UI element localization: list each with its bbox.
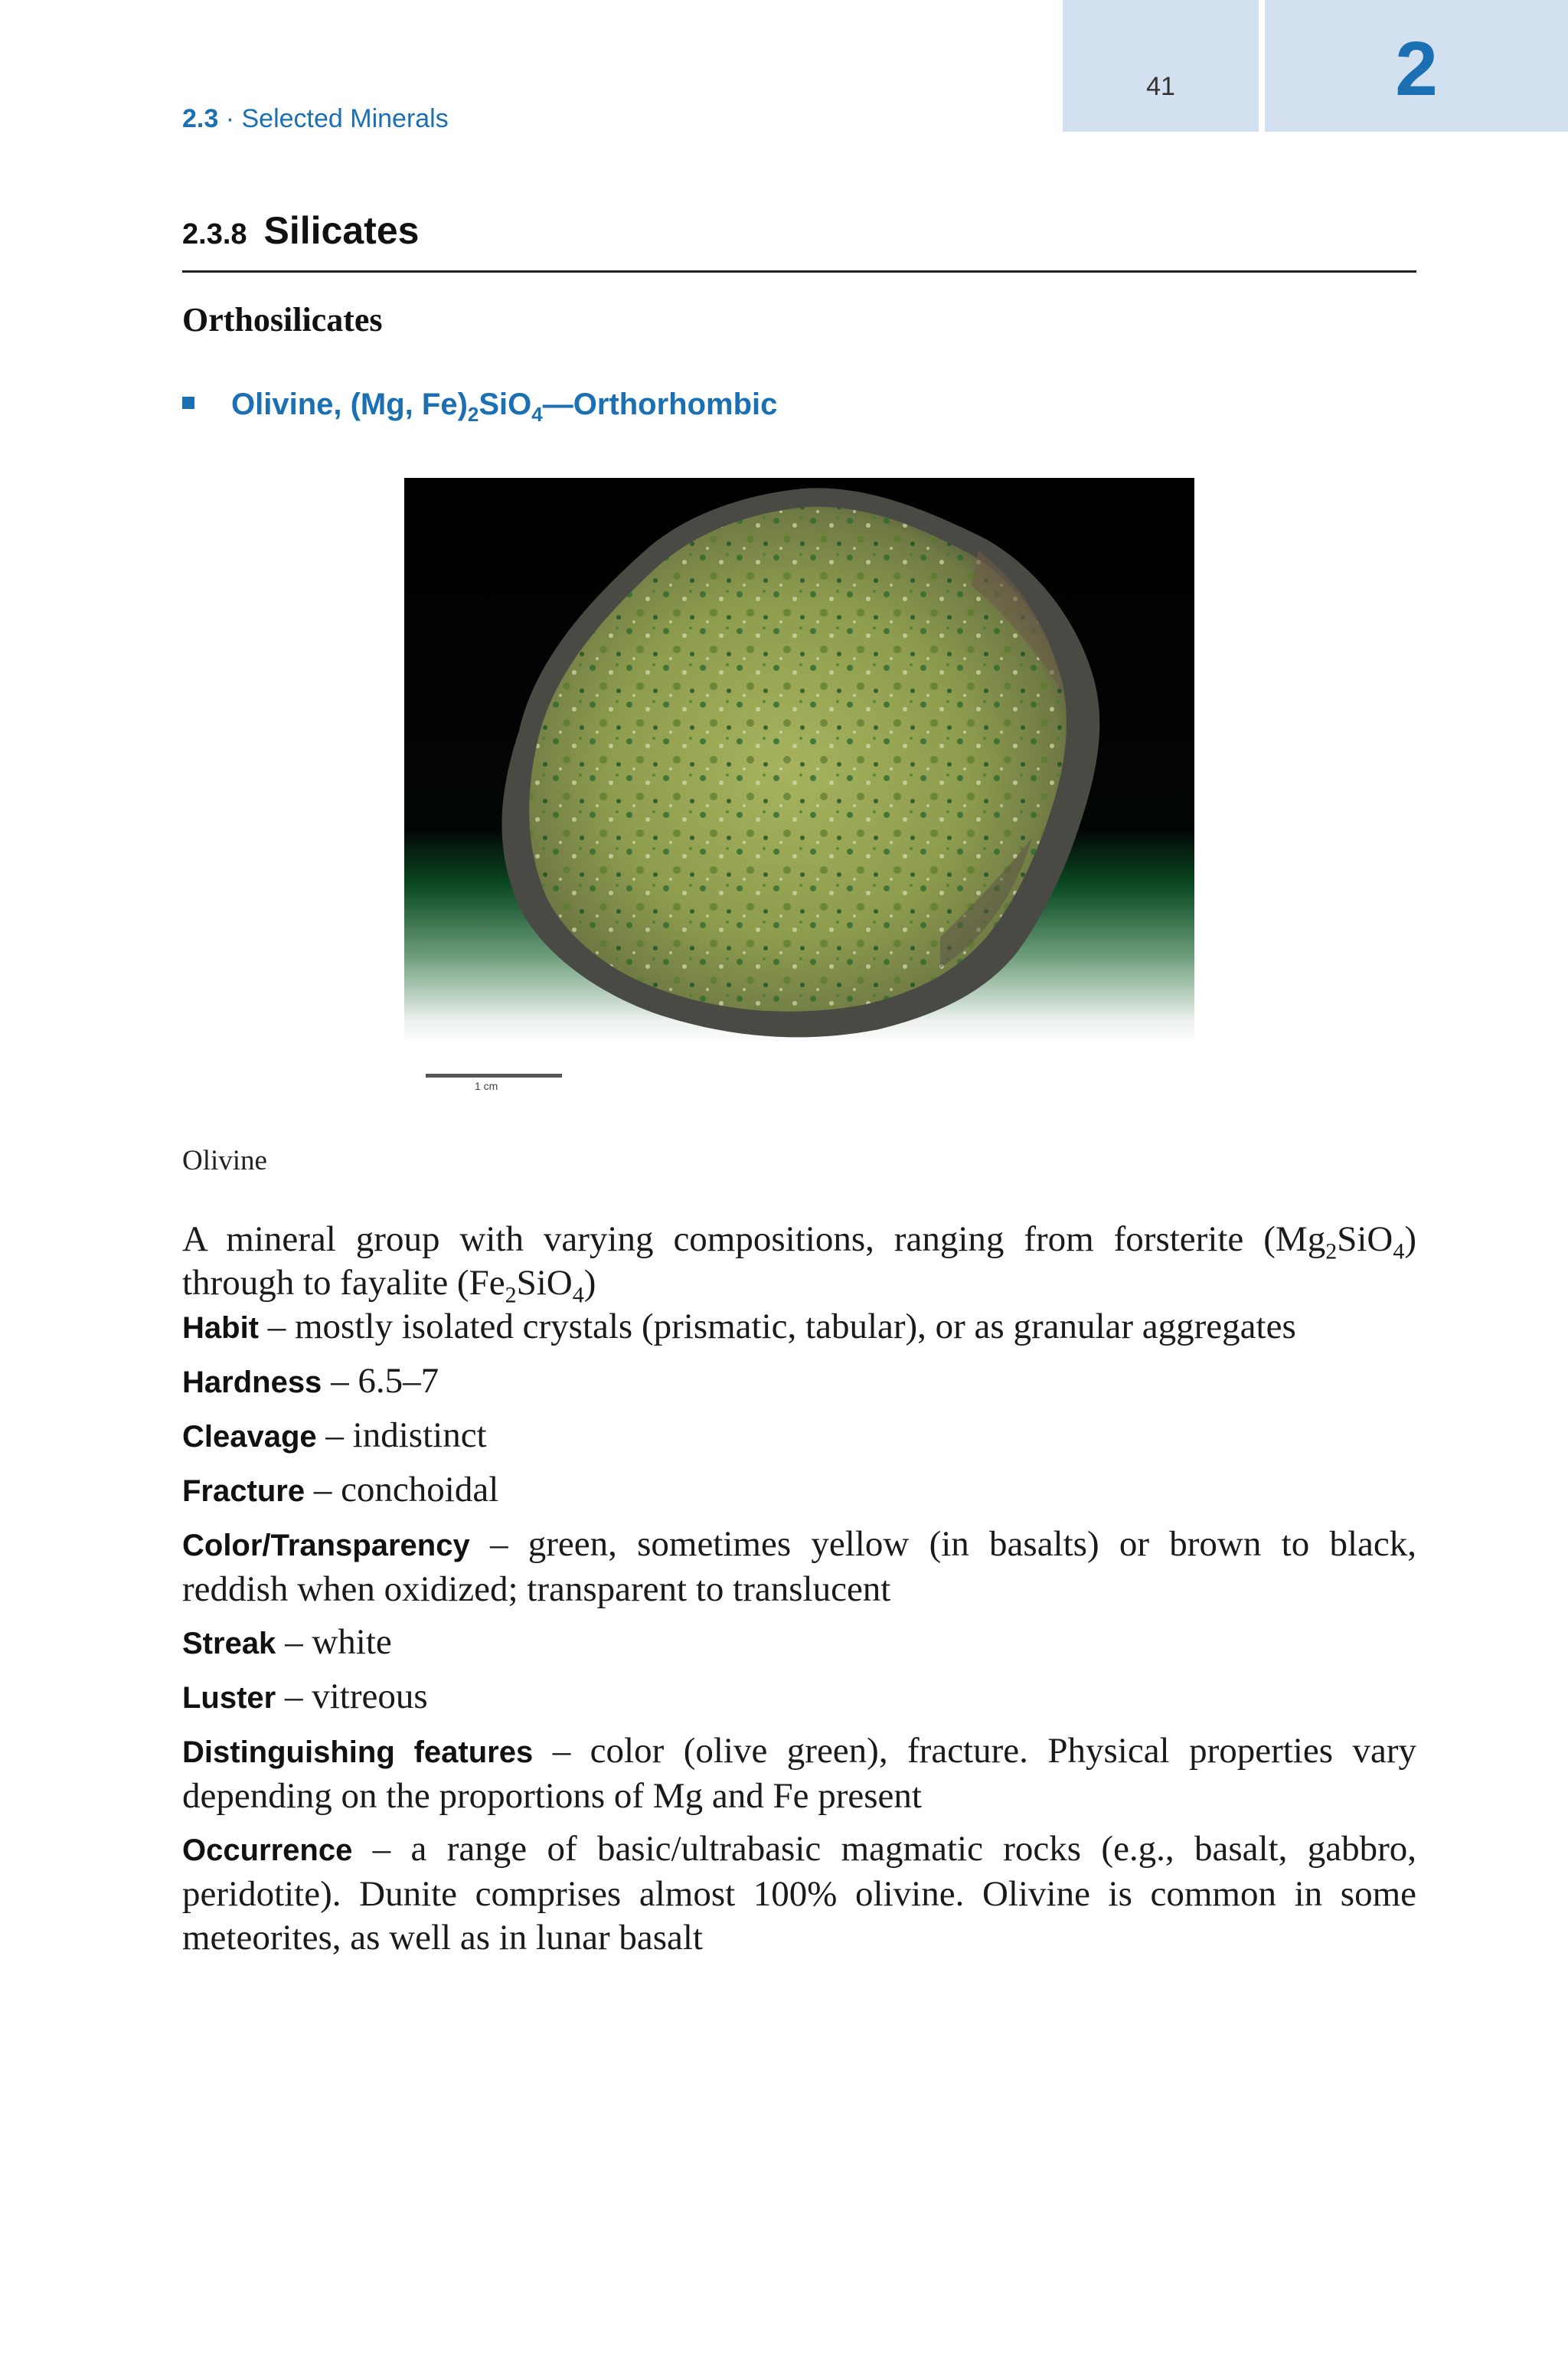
intro-paragraph [182, 1218, 1416, 1308]
property-streak [182, 1621, 1416, 1666]
mineral-description [182, 1218, 1416, 1969]
formula-subscript: 4 [572, 1282, 584, 1308]
property-value: – vitreous [276, 1676, 428, 1716]
property-cleavage [182, 1414, 1416, 1459]
subsection-title: Orthosilicates [182, 301, 383, 339]
formula-subscript: 4 [1393, 1238, 1405, 1264]
mineral-title [182, 388, 777, 427]
formula-subscript: 2 [505, 1282, 517, 1308]
property-value: – white [276, 1622, 392, 1662]
property-hardness [182, 1359, 1416, 1405]
section-heading [182, 208, 1416, 253]
property-label: Occurrence [182, 1833, 353, 1867]
mineral-crystal-system: —Orthorhombic [542, 388, 778, 421]
heading-rule [182, 270, 1416, 273]
formula-subscript: 2 [1325, 1238, 1338, 1264]
property-value: – conchoidal [305, 1470, 499, 1510]
page-number: 41 [1146, 72, 1175, 101]
section-number: 2.3.8 [182, 218, 247, 250]
page-tab [1063, 0, 1259, 132]
intro-text: ) [583, 1263, 596, 1303]
property-value: – 6.5–7 [322, 1361, 439, 1401]
intro-text: SiO [1337, 1219, 1393, 1259]
property-label: Streak [182, 1627, 276, 1660]
property-label: Cleavage [182, 1420, 317, 1454]
intro-text: SiO [516, 1263, 573, 1303]
property-habit [182, 1305, 1416, 1350]
property-value: – green, sometimes yellow (in basalts) or brown to black, reddish when oxidized; transparent to translucent [182, 1524, 1416, 1609]
section-title: Silicates [263, 209, 420, 252]
figure-caption: Olivine [182, 1145, 267, 1176]
mineral-formula-mid: SiO [479, 388, 532, 421]
property-value: – color (olive green), fracture. Physical properties vary depending on the proportions of Mg and Fe present [182, 1731, 1416, 1816]
property-label: Hardness [182, 1366, 322, 1399]
property-label: Color/Transparency [182, 1529, 470, 1562]
olivine-specimen-illustration [404, 478, 1194, 1045]
mineral-name: Olivine, (Mg, Fe) [231, 388, 468, 421]
scale-bar-label: 1 cm [475, 1080, 498, 1092]
property-occurrence [182, 1827, 1416, 1960]
property-label: Distinguishing features [182, 1735, 534, 1769]
property-value: – indistinct [316, 1415, 487, 1455]
running-head-number: 2.3 [182, 104, 219, 133]
bullet-square-icon [182, 397, 194, 409]
property-label: Luster [182, 1681, 276, 1715]
property-color-transparency [182, 1523, 1416, 1611]
property-distinguishing-features [182, 1729, 1416, 1818]
mineral-formula-sub: 4 [531, 403, 543, 426]
running-head-title: Selected Minerals [241, 104, 449, 133]
scale-bar [426, 1074, 562, 1078]
property-value: – a range of basic/ultrabasic magmatic rocks (e.g., basalt, gabbro, peridotite). Dunite comprises almost 100% olivine. Olivine is common in some meteorites, as well as in lunar basalt [182, 1829, 1416, 1958]
property-label: Fracture [182, 1474, 305, 1508]
mineral-formula-sub: 2 [467, 403, 479, 426]
olivine-photo [404, 478, 1194, 1045]
intro-text: A mineral group with varying compositions, ranging from forsterite (Mg [182, 1219, 1326, 1259]
property-label: Habit [182, 1311, 259, 1345]
running-head-separator: · [225, 104, 235, 133]
chapter-number: 2 [1395, 26, 1438, 112]
property-luster [182, 1675, 1416, 1720]
property-value: – mostly isolated crystals (prismatic, tabular), or as granular aggregates [259, 1307, 1296, 1346]
property-fracture [182, 1468, 1416, 1513]
running-head [182, 104, 449, 134]
intro-text: ) through to fayalite (Fe [182, 1219, 1416, 1303]
